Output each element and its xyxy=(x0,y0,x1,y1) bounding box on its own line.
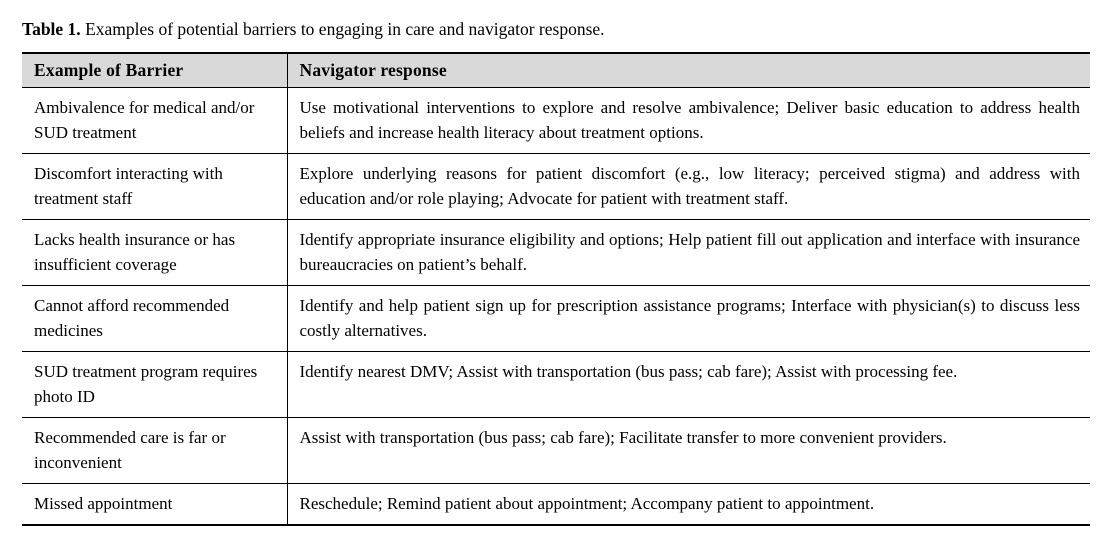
column-header-barrier: Example of Barrier xyxy=(22,53,287,88)
table-body xyxy=(22,88,1090,526)
cell-response: Assist with transportation (bus pass; cab fare); Facilitate transfer to more convenient providers. xyxy=(287,418,1090,484)
table-row xyxy=(22,352,1090,418)
table-caption xyxy=(22,18,1098,40)
column-header-response: Navigator response xyxy=(287,53,1090,88)
table-row xyxy=(22,154,1090,220)
table-row xyxy=(22,88,1090,154)
cell-response: Identify nearest DMV; Assist with transportation (bus pass; cab fare); Assist with processing fee. xyxy=(287,352,1090,418)
cell-barrier: Lacks health insurance or has insufficient coverage xyxy=(22,220,287,286)
cell-response: Identify appropriate insurance eligibility and options; Help patient fill out application and interface with insurance bureaucracies on patient’s behalf. xyxy=(287,220,1090,286)
caption-text: Examples of potential barriers to engaging in care and navigator response. xyxy=(80,19,605,39)
cell-response: Use motivational interventions to explore and resolve ambivalence; Deliver basic education to address health beliefs and increase health literacy about treatment options. xyxy=(287,88,1090,154)
cell-response: Identify and help patient sign up for prescription assistance programs; Interface with physician(s) to discuss less costly alternatives. xyxy=(287,286,1090,352)
caption-label: Table 1. xyxy=(22,19,81,39)
table-header-row xyxy=(22,53,1090,88)
cell-barrier: SUD treatment program requires photo ID xyxy=(22,352,287,418)
cell-barrier: Discomfort interacting with treatment staff xyxy=(22,154,287,220)
barriers-table xyxy=(22,52,1090,526)
table-row xyxy=(22,220,1090,286)
table-header xyxy=(22,53,1090,88)
cell-barrier: Missed appointment xyxy=(22,484,287,526)
table-row xyxy=(22,484,1090,526)
cell-response: Reschedule; Remind patient about appointment; Accompany patient to appointment. xyxy=(287,484,1090,526)
cell-barrier: Recommended care is far or inconvenient xyxy=(22,418,287,484)
table-row xyxy=(22,418,1090,484)
cell-barrier: Ambivalence for medical and/or SUD treatment xyxy=(22,88,287,154)
cell-response: Explore underlying reasons for patient discomfort (e.g., low literacy; perceived stigma) and address with education and/or role playing; Advocate for patient with treatment staff. xyxy=(287,154,1090,220)
cell-barrier: Cannot afford recommended medicines xyxy=(22,286,287,352)
table-row xyxy=(22,286,1090,352)
